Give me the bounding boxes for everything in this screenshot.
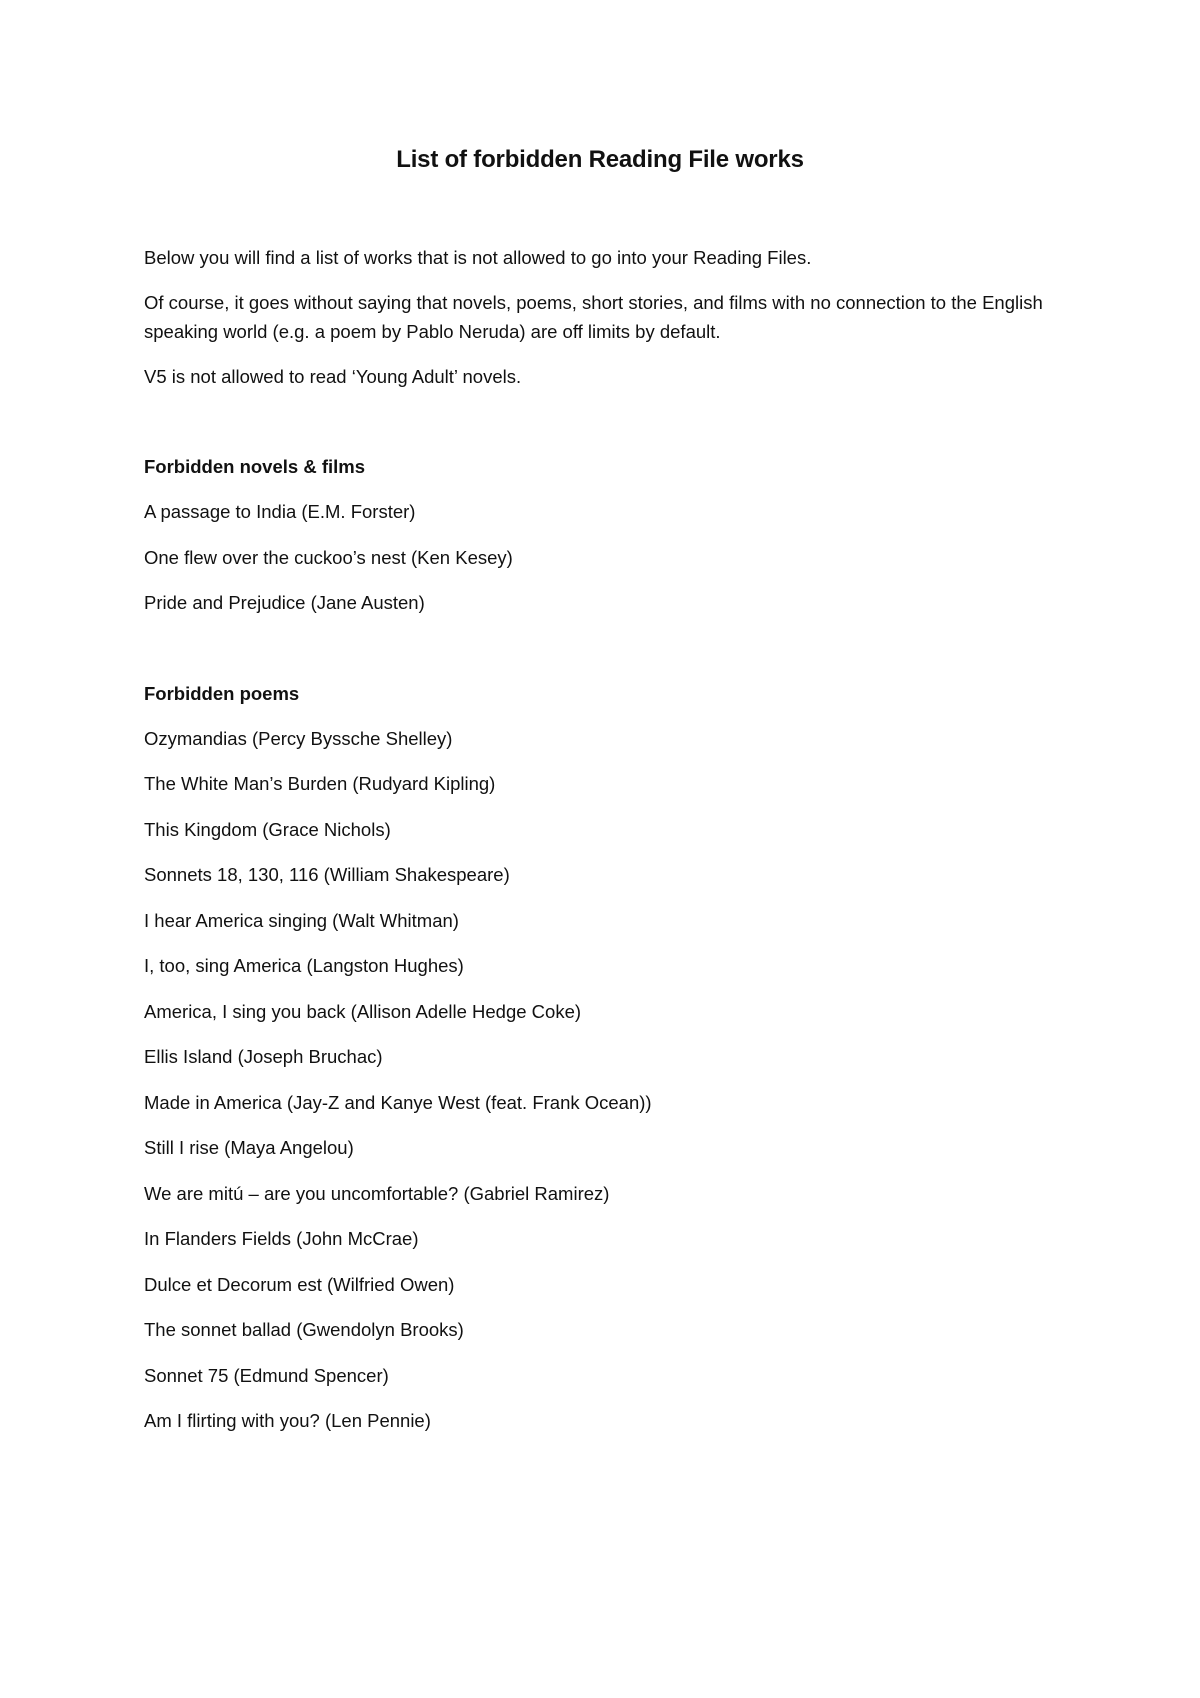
list-item: Ellis Island (Joseph Bruchac) [144,1046,383,1067]
section-heading-poems: Forbidden poems [144,682,300,704]
list-item: Pride and Prejudice (Jane Austen) [144,592,425,613]
list-item: America, I sing you back (Allison Adelle Hedge Coke) [144,1000,582,1022]
novels-section [144,452,1064,617]
list-item: I, too, sing America (Langston Hughes) [144,955,464,976]
list-item: In Flanders Fields (John McCrae) [144,1228,419,1249]
list-item: Ozymandias (Percy Byssche Shelley) [144,727,453,749]
list-item: Dulce et Decorum est (Wilfried Owen) [144,1273,455,1295]
list-item: The White Man’s Burden (Rudyard Kipling) [144,773,496,794]
poems-section [144,679,1064,1436]
list-item: Still I rise (Maya Angelou) [144,1137,354,1158]
spacer [144,634,1064,679]
intro-paragraph: Of course, it goes without saying that novels, poems, short stories, and films with no connection to the English speaking world (e.g. a poem by Pablo Neruda) are off limits by default. [144,292,1043,342]
list-item: We are mitú – are you uncomfortable? (Gabriel Ramirez) [144,1182,610,1204]
spacer [144,407,1064,452]
list-item: The sonnet ballad (Gwendolyn Brooks) [144,1319,464,1340]
intro-paragraph: V5 is not allowed to read ‘Young Adult’ novels. [144,366,522,387]
list-item: Sonnets 18, 130, 116 (William Shakespeare) [144,864,510,885]
list-item: Sonnet 75 (Edmund Spencer) [144,1364,389,1386]
list-item: Made in America (Jay-Z and Kanye West (feat. Frank Ocean)) [144,1091,652,1113]
page-title: List of forbidden Reading File works [396,146,804,173]
list-item: This Kingdom (Grace Nichols) [144,818,391,840]
section-heading-novels: Forbidden novels & films [144,456,365,477]
list-item: One flew over the cuckoo’s nest (Ken Kesey) [144,546,513,568]
document-body [144,243,1064,1452]
intro-paragraph: Below you will find a list of works that is not allowed to go into your Reading Files. [144,247,812,268]
list-item: A passage to India (E.M. Forster) [144,501,416,522]
list-item: Am I flirting with you? (Len Pennie) [144,1410,431,1431]
list-item: I hear America singing (Walt Whitman) [144,909,459,931]
